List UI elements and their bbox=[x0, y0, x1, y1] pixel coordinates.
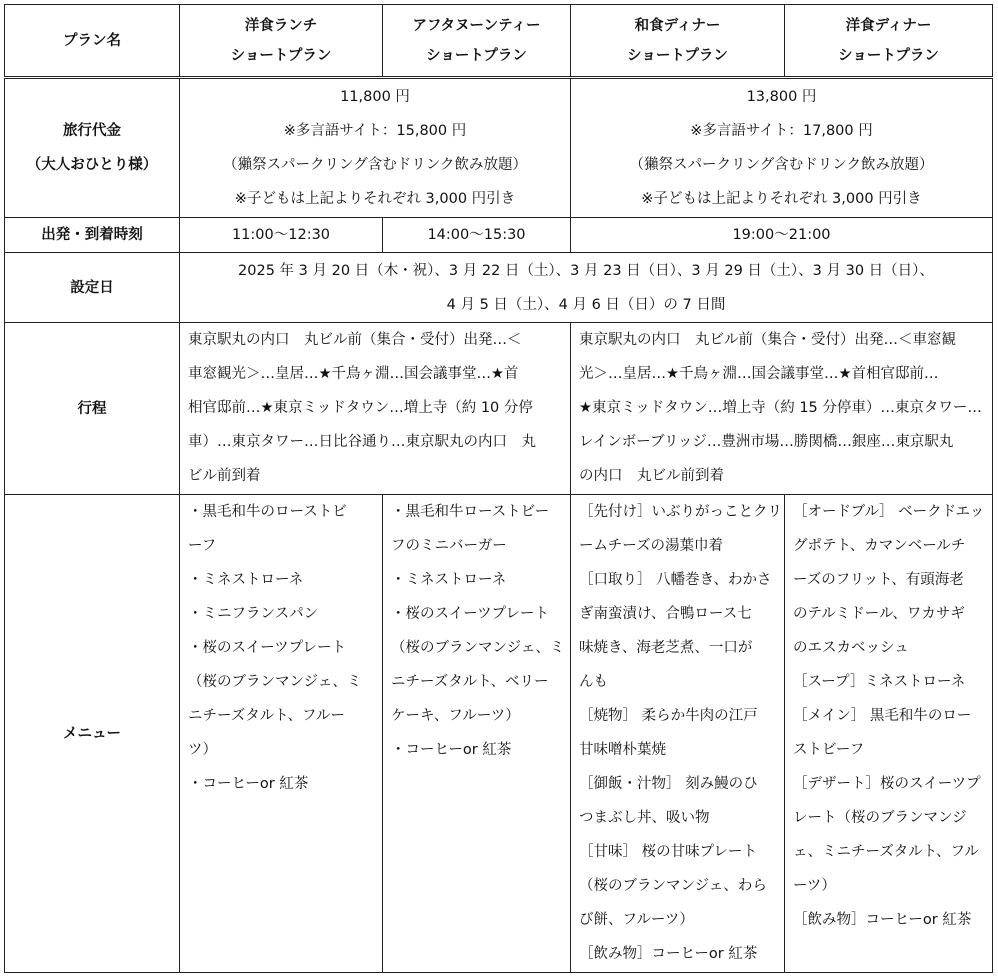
time-dinner: 19:00～21:00 bbox=[571, 218, 993, 253]
plan-subtitle: ショートプラン bbox=[838, 47, 939, 64]
menu-line: （桜のブランマンジェ、わら bbox=[579, 878, 767, 894]
itinerary-label: 行程 bbox=[5, 323, 180, 495]
menu-label: メニュー bbox=[5, 495, 180, 973]
price-label bbox=[5, 78, 180, 218]
menu-line: 甘味噌朴葉焼 bbox=[579, 742, 666, 758]
itinerary-line: 東京駅丸の内口 丸ビル前（集合・受付）出発…＜ bbox=[188, 332, 522, 348]
time-row bbox=[5, 218, 993, 253]
menu-line: ・ミネストローネ bbox=[391, 572, 507, 588]
menu-line: ［オードブル］ ベークドエッ bbox=[793, 504, 985, 520]
menu-line: つまぶし丼、吸い物 bbox=[579, 810, 710, 826]
menu-line: ・コーヒーor 紅茶 bbox=[188, 776, 309, 792]
plan-title: 和食ディナー bbox=[634, 17, 721, 34]
price-multilingual: ※多言語サイト：15,800 円 bbox=[283, 123, 467, 139]
plan-table bbox=[4, 4, 993, 973]
dates-label: 設定日 bbox=[5, 253, 180, 323]
menu-line: ニチーズタルト、ベリー bbox=[391, 674, 549, 690]
price-amount: 11,800 円 bbox=[340, 89, 410, 105]
itinerary-line: ★東京ミッドタウン…増上寺（約 15 分停車）…東京タワー… bbox=[579, 400, 982, 416]
menu-line: ［先付け］いぶりがっことクリ bbox=[579, 504, 782, 520]
menu-line: のエスカベッシュ bbox=[793, 640, 909, 656]
itinerary-line: 相官邸前…★東京ミッドタウン…増上寺（約 10 分停 bbox=[188, 400, 533, 416]
dates-value bbox=[180, 253, 993, 323]
menu-afternoon-tea bbox=[383, 495, 571, 973]
plan-western-lunch bbox=[180, 5, 383, 78]
menu-line: ・ミネストローネ bbox=[188, 572, 304, 588]
menu-line: フのミニバーガー bbox=[391, 538, 507, 554]
time-label: 出発・到着時刻 bbox=[5, 218, 180, 253]
itinerary-line: 東京駅丸の内口 丸ビル前（集合・受付）出発…＜車窓観 bbox=[579, 332, 956, 348]
price-child-note: ※子どもは上記よりそれぞれ 3,000 円引き bbox=[234, 191, 516, 207]
menu-line: グポテト、カマンベールチ bbox=[793, 538, 966, 554]
header-row bbox=[5, 5, 993, 78]
menu-line: ぎ南蛮漬け、合鴨ロース七 bbox=[579, 606, 752, 622]
menu-line: ［口取り］ 八幡巻き、わかさ bbox=[579, 572, 772, 588]
plan-title: 洋食ディナー bbox=[845, 17, 932, 34]
price-amount: 13,800 円 bbox=[746, 89, 817, 105]
price-lunch-tea bbox=[180, 78, 571, 218]
menu-western-dinner bbox=[785, 495, 993, 973]
menu-line: ・桜のスイーツプレート bbox=[391, 606, 550, 622]
itinerary-row bbox=[5, 323, 993, 495]
menu-line: ツ） bbox=[188, 742, 217, 758]
menu-line: ［メイン］ 黒毛和牛のロー bbox=[793, 708, 972, 724]
plan-name-header: プラン名 bbox=[5, 5, 180, 78]
price-dinner bbox=[571, 78, 993, 218]
itinerary-line: 車）…東京タワー…日比谷通り…東京駅丸の内口 丸 bbox=[188, 434, 536, 450]
menu-line: ーズのフリット、有頭海老 bbox=[793, 572, 964, 588]
plan-afternoon-tea bbox=[383, 5, 571, 78]
price-drink-note: （獺祭スパークリング含むドリンク飲み放題） bbox=[629, 157, 934, 173]
price-multilingual: ※多言語サイト：17,800 円 bbox=[690, 123, 873, 139]
menu-line: ェ、ミニチーズタルト、フル bbox=[793, 844, 979, 860]
dates-line: 4 月 5 日（土）、4 月 6 日（日）の 7 日間 bbox=[446, 296, 726, 313]
price-child-note: ※子どもは上記よりそれぞれ 3,000 円引き bbox=[641, 191, 922, 207]
time-tea: 14:00～15:30 bbox=[383, 218, 571, 253]
menu-line: ・桜のスイーツプレート bbox=[188, 640, 347, 656]
plan-japanese-dinner bbox=[571, 5, 785, 78]
plan-subtitle: ショートプラン bbox=[627, 47, 728, 64]
plan-title: アフタヌーンティー bbox=[412, 17, 541, 34]
menu-line: ケーキ、フルーツ） bbox=[391, 708, 520, 724]
menu-line: ーフ bbox=[188, 538, 217, 554]
menu-line: ・黒毛和牛のローストビ bbox=[188, 504, 347, 520]
plan-subtitle: ショートプラン bbox=[426, 47, 527, 64]
menu-line: び餅、フルーツ） bbox=[579, 912, 694, 928]
menu-line: （桜のブランマンジェ、ミ bbox=[391, 640, 565, 656]
dates-row bbox=[5, 253, 993, 323]
menu-line: ［飲み物］コーヒーor 紅茶 bbox=[579, 946, 758, 962]
menu-line: のテルミドール、ワカサギ bbox=[793, 606, 965, 622]
menu-line: ［デザート］桜のスイーツプ bbox=[793, 776, 981, 792]
plan-subtitle: ショートプラン bbox=[230, 47, 332, 64]
menu-japanese-dinner bbox=[571, 495, 785, 973]
menu-line: 味焼き、海老芝煮、一口が bbox=[579, 640, 753, 656]
dates-line: 2025 年 3 月 20 日（木・祝）、3 月 22 日（土）、3 月 23 日（日）、3 月 29 日（土）、3 月 30 日（日）、 bbox=[238, 262, 934, 279]
price-drink-note: （獺祭スパークリング含むドリンク飲み放題） bbox=[223, 157, 527, 173]
menu-row bbox=[5, 495, 993, 973]
price-label-line: 旅行代金 bbox=[63, 123, 121, 139]
menu-western-lunch bbox=[180, 495, 383, 973]
plan-title: 洋食ランチ bbox=[244, 17, 318, 34]
menu-line: ニチーズタルト、フルー bbox=[188, 708, 345, 724]
menu-line: ［甘味］ 桜の甘味プレート bbox=[579, 844, 758, 860]
menu-line: んも bbox=[579, 674, 608, 690]
menu-line: ［御飯・汁物］ 刻み鰻のひ bbox=[579, 776, 758, 792]
itinerary-line: 車窓観光＞…皇居…★千鳥ヶ淵…国会議事堂…★首 bbox=[188, 366, 519, 382]
menu-line: ームチーズの湯葉巾着 bbox=[579, 538, 723, 554]
menu-line: ・ミニフランスパン bbox=[188, 606, 319, 622]
price-label-line: （大人おひとり様） bbox=[26, 157, 158, 173]
itinerary-dinner bbox=[571, 323, 993, 495]
menu-line: ーツ） bbox=[793, 878, 836, 894]
menu-line: （桜のブランマンジェ、ミ bbox=[188, 674, 362, 690]
itinerary-line: 光＞…皇居…★千鳥ヶ淵…国会議事堂…★首相官邸前… bbox=[579, 366, 939, 382]
menu-line: ストビーフ bbox=[793, 742, 865, 758]
itinerary-line: の内口 丸ビル前到着 bbox=[579, 468, 724, 484]
menu-line: ［スープ］ミネストローネ bbox=[793, 674, 966, 690]
menu-line: ［飲み物］コーヒーor 紅茶 bbox=[793, 912, 972, 928]
price-row bbox=[5, 78, 993, 218]
menu-line: レート（桜のブランマンジ bbox=[793, 810, 967, 826]
menu-line: ・コーヒーor 紅茶 bbox=[391, 742, 512, 758]
menu-line: ・黒毛和牛ローストビー bbox=[391, 504, 550, 520]
menu-line: ［焼物］ 柔らか牛肉の江戸 bbox=[579, 708, 758, 724]
itinerary-line: レインボーブリッジ…豊洲市場…勝関橋…銀座…東京駅丸 bbox=[579, 434, 954, 450]
itinerary-lunch-tea bbox=[180, 323, 571, 495]
plan-western-dinner bbox=[785, 5, 993, 78]
itinerary-line: ビル前到着 bbox=[188, 468, 261, 484]
time-lunch: 11:00～12:30 bbox=[180, 218, 383, 253]
